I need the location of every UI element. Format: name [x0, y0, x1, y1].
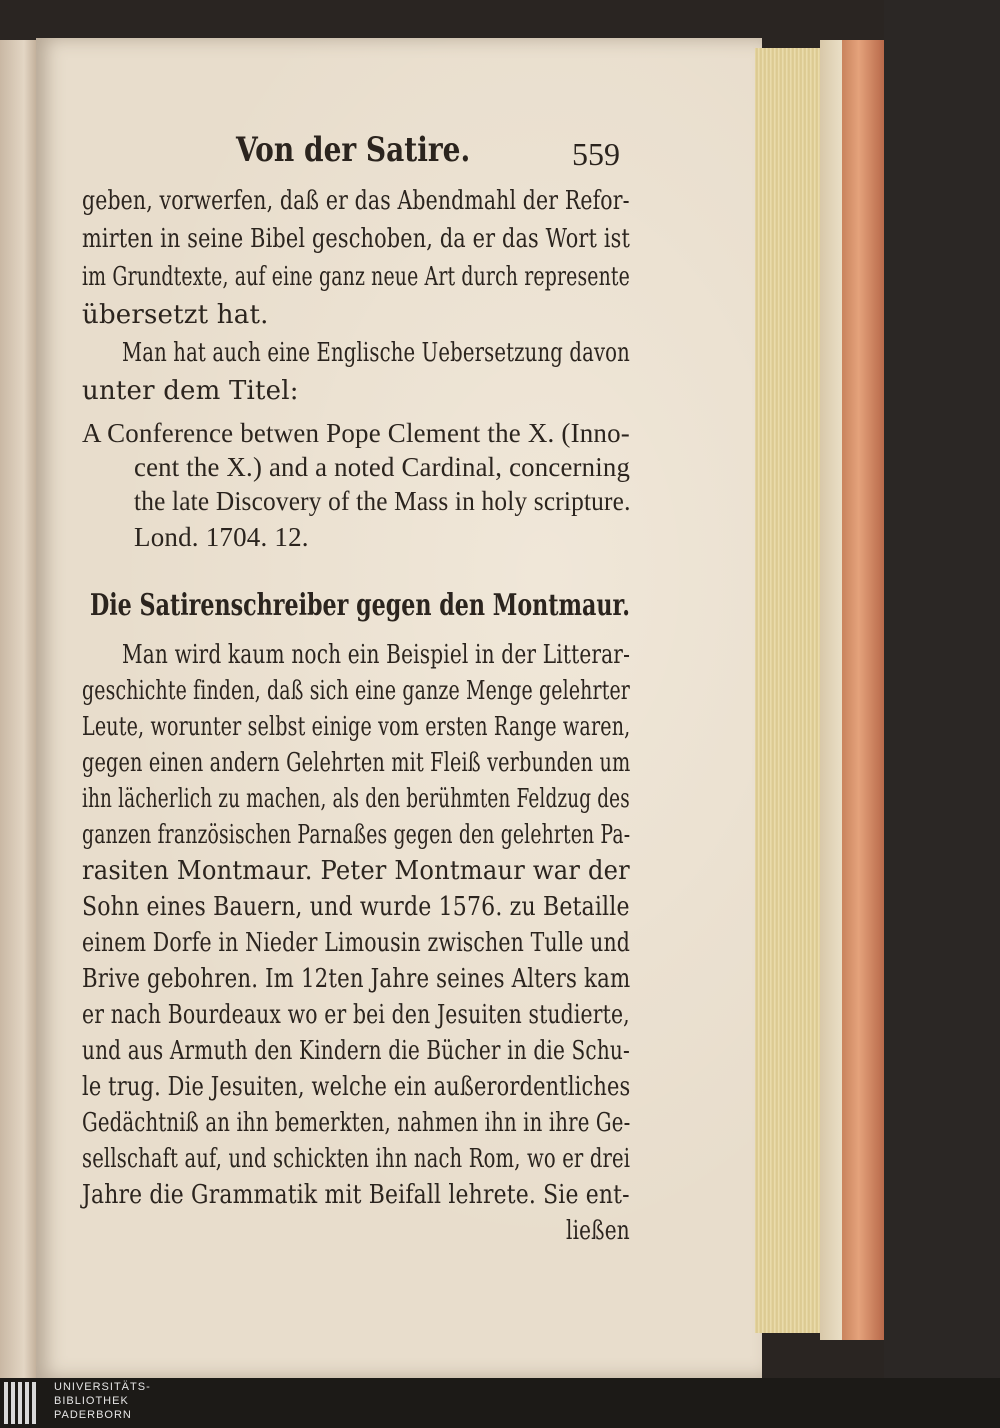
text-line: le trug. Die Jesuiten, welche ein außerordentliches	[82, 1072, 631, 1102]
english-title-line: A Conference betwen Pope Clement the X. (Inno-	[82, 418, 630, 448]
logo-text-line: PADERBORN	[54, 1409, 132, 1421]
text-line: geschichte finden, daß sich eine ganze Menge gelehrter	[82, 676, 631, 706]
text-line: gegen einen andern Gelehrten mit Fleiß verbunden um	[82, 748, 631, 778]
left-facing-page-edge	[0, 40, 40, 1378]
english-title-line: Lond. 1704. 12.	[134, 522, 309, 552]
text-line: übersetzt hat.	[82, 300, 269, 330]
text-line: Brive gebohren. Im 12ten Jahre seines Alters kam	[82, 964, 631, 994]
text-line: Man hat auch eine Englische Uebersetzung davon	[122, 338, 630, 368]
section-heading: Die Satirenschreiber gegen den Montmaur.	[90, 588, 630, 623]
logo-text-line: UNIVERSITÄTS-	[54, 1381, 151, 1393]
text-line: Sohn eines Bauern, und wurde 1576. zu Betaille	[82, 892, 630, 922]
page-number: 559	[572, 136, 620, 172]
text-line: geben, vorwerfen, daß er das Abendmahl der Refor-	[82, 186, 630, 216]
text-line: im Grundtexte, auf eine ganz neue Art durch represente	[82, 262, 630, 292]
text-line: rasiten Montmaur. Peter Montmaur war der	[82, 856, 630, 886]
logo-text-line: BIBLIOTHEK	[54, 1395, 129, 1407]
cover-inner-board	[820, 40, 842, 1340]
text-line: Leute, worunter selbst einige vom ersten Range waren,	[82, 712, 631, 742]
text-line: mirten in seine Bibel geschoben, da er das Wort ist	[82, 224, 630, 254]
page-block-edges	[755, 48, 820, 1333]
text-line: unter dem Titel:	[82, 376, 299, 406]
scan-background	[884, 0, 1000, 1378]
text-line: einem Dorfe in Nieder Limousin zwischen Tulle und	[82, 928, 631, 958]
footer-bar	[0, 1378, 1000, 1428]
text-line: Man wird kaum noch ein Beispiel in der Litterar-	[122, 640, 631, 670]
library-logo-icon	[4, 1382, 44, 1424]
text-line: und aus Armuth den Kindern die Bücher in die Schu-	[82, 1036, 630, 1066]
text-line: Gedächtniß an ihn bemerkten, nahmen ihn in ihre Ge-	[82, 1108, 631, 1138]
text-line: ganzen französischen Parnaßes gegen den gelehrten Pa-	[82, 820, 631, 850]
english-title-line: the late Discovery of the Mass in holy scripture.	[134, 486, 631, 516]
english-title-line: cent the X.) and a noted Cardinal, concerning	[134, 452, 631, 482]
text-line: sellschaft auf, und schickten ihn nach Rom, wo er drei	[82, 1144, 631, 1174]
text-line: Jahre die Grammatik mit Beifall lehrete. Sie ent-	[82, 1180, 630, 1210]
text-line: er nach Bourdeaux wo er bei den Jesuiten studierte,	[82, 1000, 630, 1030]
catchword: ließen	[566, 1216, 630, 1246]
cover-edge	[842, 40, 884, 1340]
running-head: Von der Satire.	[236, 130, 471, 170]
text-line: ihn lächerlich zu machen, als den berühmten Feldzug des	[82, 784, 630, 814]
